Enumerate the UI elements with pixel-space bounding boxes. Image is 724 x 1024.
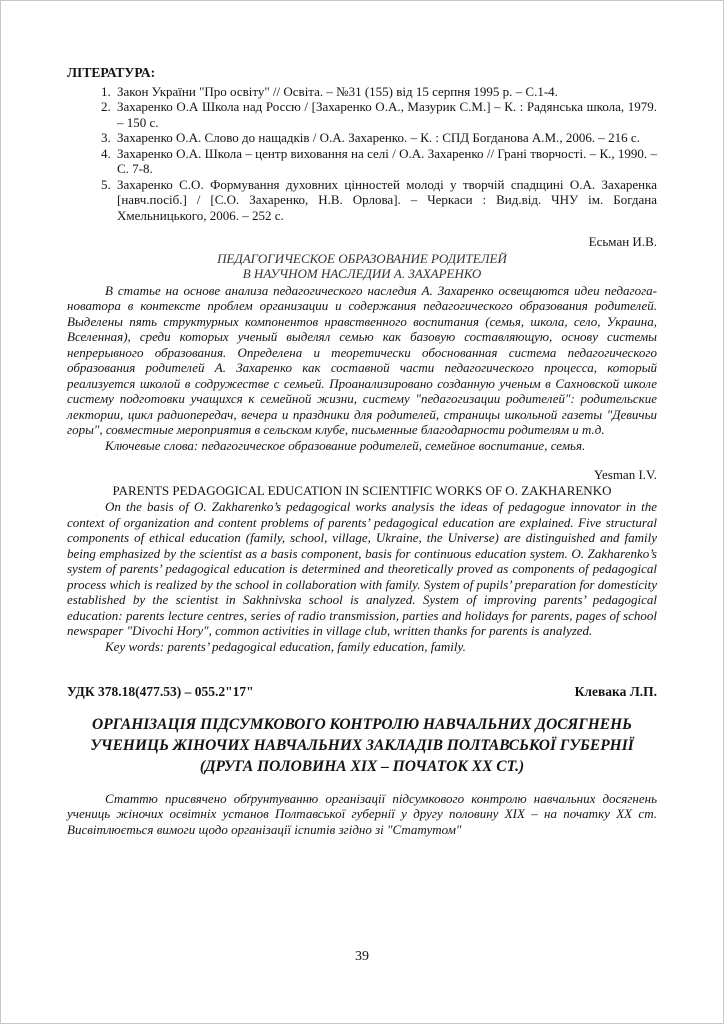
en-abstract-body: On the basis of O. Zakharenko’s pedagogical works analysis the ideas of pedagogue innovator in the context of organization and content problems of parents’ pedagogical education are explained. Five structural components of ethical education (family, school, village, Ukraine, the Universe) are distinguished and family being emphasized by the scientist as a basis component, basis for continuous education system. O. Zakharenko’s system of parents’ pedagogical education is determined and theoretically proved as components of pedagogical process which is realized by the school in collaboration with family. System of pupils’ preparation for domesticity established by the scientist in Sakhnivska school is analyzed. System of improving parents’ pedagogical education: parents lecture centres, series of radio transmission, parties and holidays for parents, pages of school newspaper "Divochi Hory", common activities in village club, written thanks for parents is analyzed. xyxy=(67,499,657,638)
next-article-section xyxy=(67,684,657,837)
literature-item-4: 4. Захаренко О.А. Школа – центр виховання на селі / О.А. Захаренко // Грані творчості. – К., 1990. – С. 7-8. xyxy=(114,146,657,177)
ru-abstract-keywords: Ключевые слова: педагогическое образование родителей, семейное воспитание, семья. xyxy=(105,437,586,453)
udc-code: УДК 378.18(477.53) – 055.2"17" xyxy=(67,684,254,699)
udc-row xyxy=(67,684,657,700)
literature-section xyxy=(67,65,657,223)
article-abstract: Статтю присвячено обґрунтуванню організації підсумкового контролю навчальних досягнень учениць жіночих освітніх установ Полтавської губернії у другу половину XIX – на початку XX ст. Висвітлюється вимоги щодо організації іспитів згідно зі "Статутом" xyxy=(67,790,657,837)
english-abstract-section xyxy=(67,467,657,654)
article-author: Клевака Л.П. xyxy=(574,684,657,699)
article-title: ОРГАНІЗАЦІЯ ПІДСУМКОВОГО КОНТРОЛЮ НАВЧАЛЬНИХ ДОСЯГНЕНЬ УЧЕНИЦЬ ЖІНОЧИХ НАВЧАЛЬНИХ ЗАКЛАДІВ ПОЛТАВСЬКОЇ ГУБЕРНІЇ (ДРУГА ПОЛОВИНА XIX – ПОЧАТОК XX СТ.) xyxy=(90,715,634,775)
page-number: 39 xyxy=(355,949,369,964)
literature-item-2: 2. Захаренко О.А Школа над Россю / [Захаренко О.А., Мазурик С.М.] – К. : Радянська школа, 1979. – 150 с. xyxy=(114,99,657,130)
literature-heading: ЛІТЕРАТУРА: xyxy=(67,65,156,80)
en-abstract-title: PARENTS PEDAGOGICAL EDUCATION IN SCIENTIFIC WORKS OF O. ZAKHARENKO xyxy=(112,482,612,498)
literature-list xyxy=(67,84,657,224)
russian-abstract-section xyxy=(67,234,657,453)
literature-item-1: 1. Закон України "Про освіту" // Освіта. – №31 (155) від 15 серпня 1995 р. – С.1-4. xyxy=(114,84,657,100)
literature-item-5: 5. Захаренко С.О. Формування духовних цінностей молоді у творчій спадщині О.А. Захаренка [навч.посіб.] / [С.О. Захаренко, Н.В. Орлова]. – Черкаси : Вид.від. ЧНУ ім. Богдана Хмельницького, 2006. – 252 с. xyxy=(114,177,657,224)
literature-item-3: 3. Захаренко О.А. Слово до нащадків / О.А. Захаренко. – К. : СПД Богданова А.М., 2006. – 216 с. xyxy=(114,130,657,146)
ru-abstract-title xyxy=(67,251,657,282)
en-author: Yesman I.V. xyxy=(593,467,657,482)
en-abstract-keywords: Key words: parents’ pedagogical education, family education, family. xyxy=(105,638,466,654)
ru-author: Есьман И.В. xyxy=(588,234,657,249)
ru-abstract-title-line1: ПЕДАГОГИЧЕСКОЕ ОБРАЗОВАНИЕ РОДИТЕЛЕЙ xyxy=(217,250,507,266)
ru-abstract-body: В статье на основе анализа педагогического наследия А. Захаренко освещаются идеи педагога-новатора в контексте проблем организации и содержания педагогического образования родителей. Выделены пять структурных компонентов нравственного воспитания (семья, школа, село, Украина, Вселенная), среди которых ученый выделял семью как базовую составляющую, основу системы непрерывного образования. Определена и теоретически обоснованная система педагогического образования родителей А. Захаренко как составной части педагогического процесса, который реализуется школой в содружестве с семьей. Проанализировано созданную ученым в Сахновской школе систему подготовки учащихся к семейной жизни, систему "педагогизации родителей": родительские лектории, цикл радиопередач, вечера и праздники для родителей, страницы школьной газеты "Девичьи горы", совместные мероприятия в сельском клубе, письменные благодарности родителям и т.д. xyxy=(67,282,657,437)
ru-abstract-title-line2: В НАУЧНОМ НАСЛЕДИИ А. ЗАХАРЕНКО xyxy=(242,266,482,281)
